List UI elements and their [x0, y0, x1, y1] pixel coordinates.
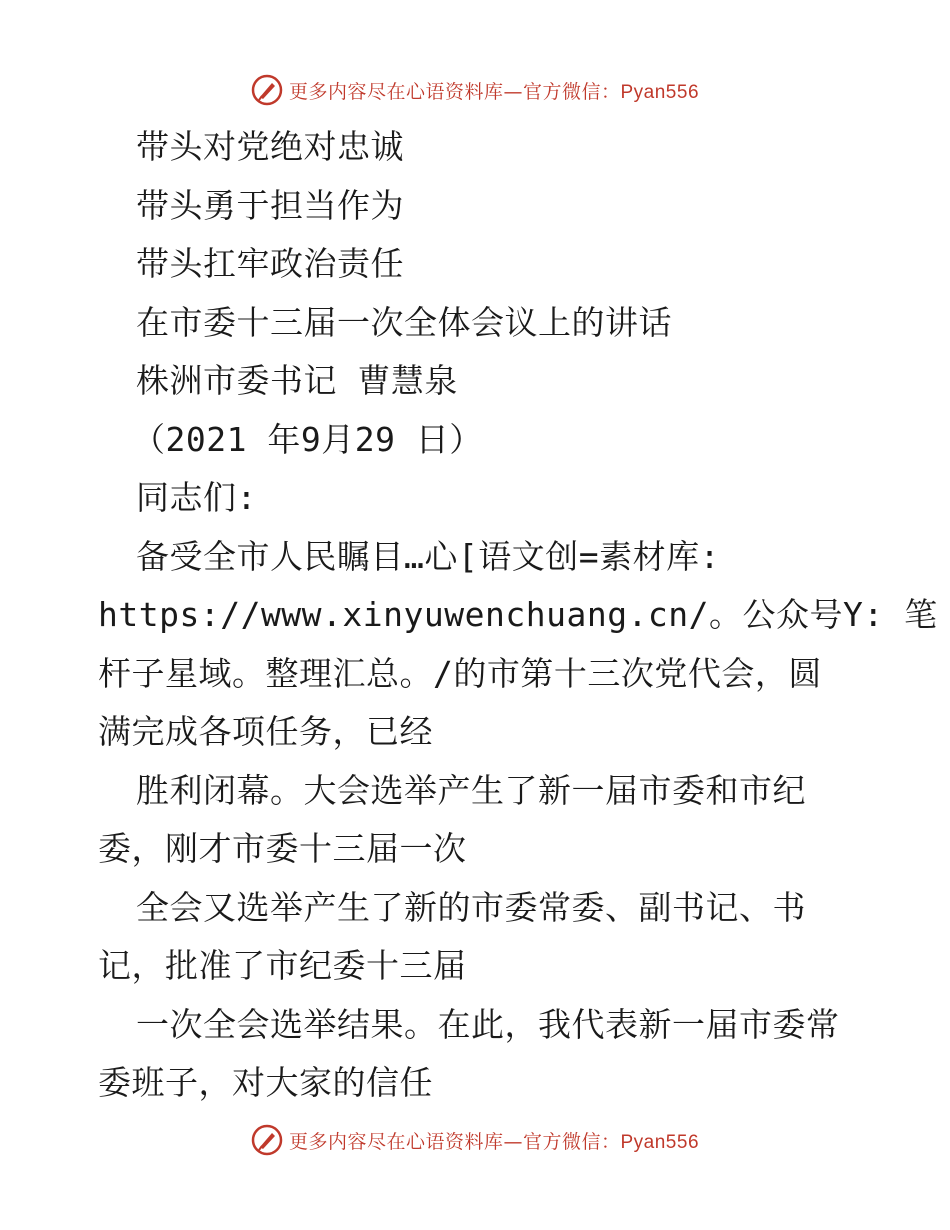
title-line-2: 带头勇于担当作为 — [136, 185, 404, 225]
watermark-separator: — — [503, 1130, 523, 1153]
watermark-brand: 更多内容尽在心语资料库 — [288, 80, 504, 103]
watermark-separator: — — [503, 80, 523, 103]
body-line: 记，批准了市纪委十三届 — [98, 946, 467, 985]
quill-seal-icon — [251, 74, 283, 106]
body-line: https://www.xinyuwenchuang.cn/。公众号Y: 笔 — [98, 595, 938, 634]
watermark-handle: Pyan556 — [620, 81, 700, 103]
title-line-1: 带头对党绝对忠诚 — [136, 127, 404, 166]
body-line: 满完成各项任务，已经 — [98, 712, 433, 751]
date-line: （2021 年9月29 日） — [132, 419, 483, 459]
body-line: 全会又选举产生了新的市委常委、副书记、书 — [136, 887, 806, 927]
body-line: 胜利闭幕。大会选举产生了新一届市委和市纪 — [136, 770, 806, 810]
title-line-3: 带头扛牢政治责任 — [136, 244, 404, 283]
body-line: 备受全市人民瞩目…心[语文创=素材库: — [136, 536, 720, 576]
watermark-text — [289, 1127, 699, 1154]
header-watermark — [0, 70, 950, 110]
watermark-suffix: 官方微信： — [522, 1130, 621, 1153]
watermark-handle: Pyan556 — [620, 1131, 700, 1153]
speech-occasion: 在市委十三届一次全体会议上的讲话 — [136, 302, 672, 342]
body-line: 委，刚才市委十三届一次 — [98, 829, 467, 868]
body-line: 委班子，对大家的信任 — [98, 1063, 433, 1102]
quill-seal-icon — [251, 1124, 283, 1156]
document-body — [98, 118, 938, 1113]
speaker-line: 株洲市委书记 曹慧泉 — [136, 361, 458, 400]
watermark-text — [289, 77, 699, 104]
watermark-brand: 更多内容尽在心语资料库 — [288, 1130, 504, 1153]
salutation: 同志们: — [136, 478, 257, 517]
watermark-suffix: 官方微信： — [522, 80, 621, 103]
body-line: 杆子星域。整理汇总。/的市第十三次党代会，圆 — [98, 653, 822, 693]
body-line: 一次全会选举结果。在此，我代表新一届市委常 — [136, 1004, 840, 1044]
footer-watermark — [0, 1120, 950, 1160]
